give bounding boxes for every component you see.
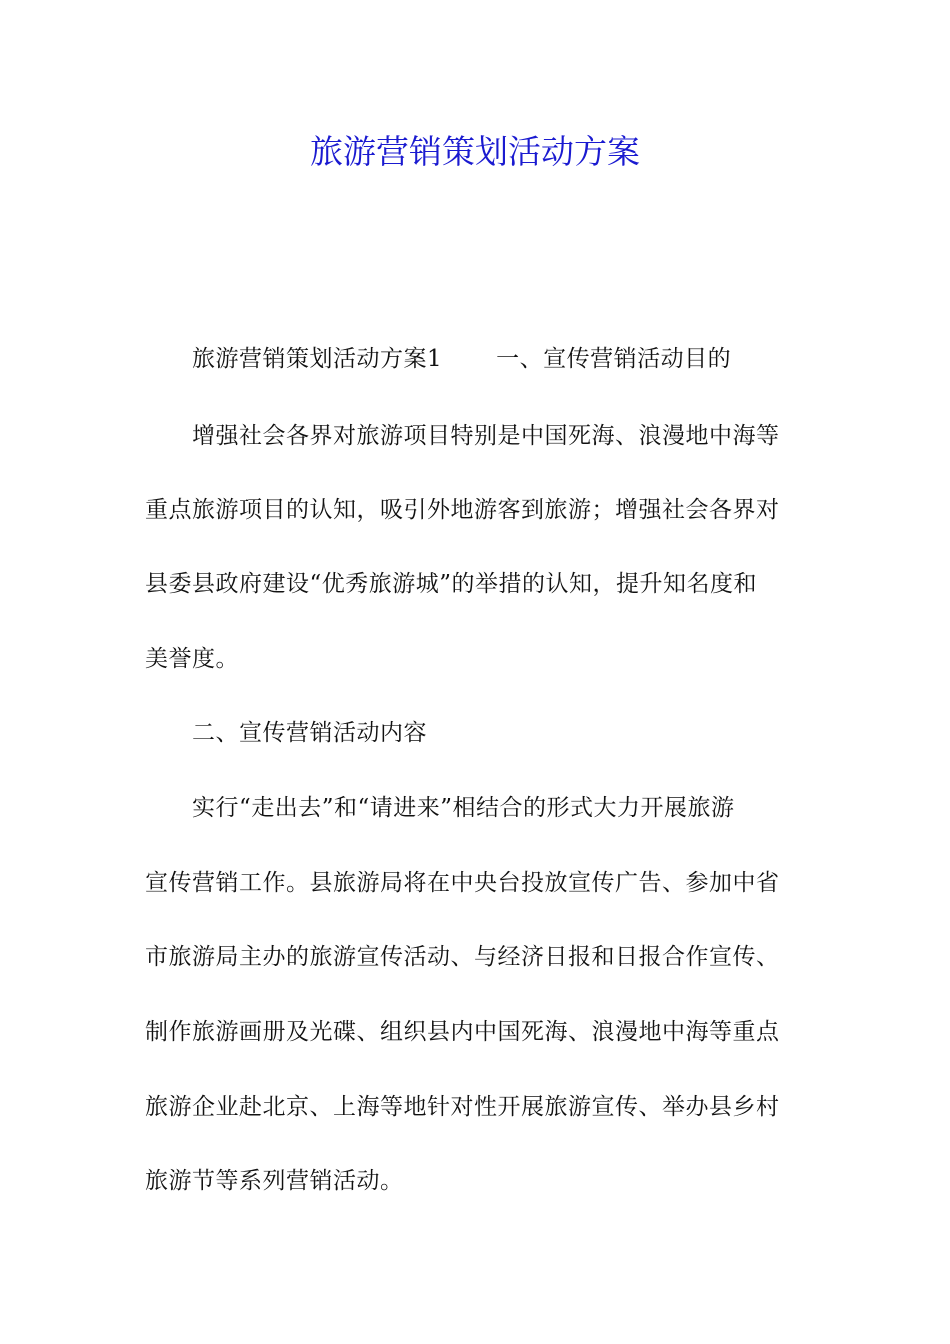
paragraph-line: 县委县政府建设“优秀旅游城”的举措的认知，提升知名度和 (145, 571, 758, 597)
document-title: 旅游营销策划活动方案 (310, 132, 640, 171)
paragraph-line: 市旅游局主办的旅游宣传活动、与经济日报和日报合作宣传、 (145, 944, 780, 970)
paragraph-line: 旅游企业赴北京、上海等地针对性开展旅游宣传、举办县乡村 (145, 1094, 780, 1120)
paragraph-line: 增强社会各界对旅游项目特别是中国死海、浪漫地中海等 (192, 423, 780, 449)
section-heading-1: 一、宣传营销活动目的 (496, 346, 732, 372)
plan-number-heading: 旅游营销策划活动方案1 (192, 346, 443, 372)
paragraph-line: 美誉度。 (145, 646, 239, 672)
paragraph-line-plan-heading (192, 343, 872, 375)
paragraph-line: 实行“走出去”和“请进来”相结合的形式大力开展旅游 (192, 795, 735, 821)
paragraph-line: 旅游节等系列营销活动。 (145, 1168, 404, 1194)
paragraph-line: 宣传营销工作。县旅游局将在中央台投放宣传广告、参加中省 (145, 870, 780, 896)
section-heading-2: 二、宣传营销活动内容 (192, 720, 427, 746)
paragraph-line: 重点旅游项目的认知，吸引外地游客到旅游；增强社会各界对 (145, 497, 780, 523)
paragraph-line: 制作旅游画册及光碟、组织县内中国死海、浪漫地中海等重点 (145, 1019, 780, 1045)
